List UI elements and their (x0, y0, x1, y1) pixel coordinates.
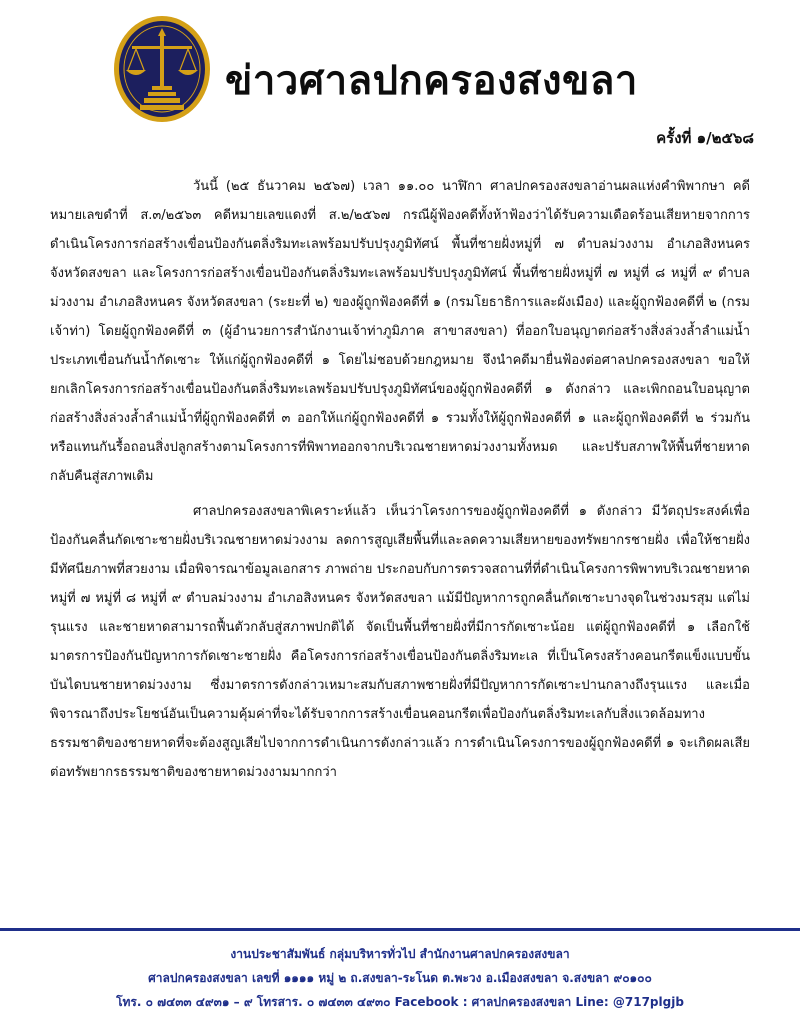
page-header (0, 0, 800, 150)
scales-of-justice-emblem-icon (112, 14, 212, 124)
page-footer (0, 942, 800, 1014)
paragraph-1: วันนี้ (๒๕ ธันวาคม ๒๕๖๗) เวลา ๑๑.๐๐ นาฬิกา ศาลปกครองสงขลาอ่านผลแห่งคำพิพากษา คดีหมายเลขดำที่ ส.๓/๒๕๖๓ คดีหมายเลขแดงที่ ส.๒/๒๕๖๗ กรณีผู้ฟ้องคดีทั้งห้าฟ้องว่าได้รับความเดือดร้อนเสียหายจากการดำเนินโครงการก่อสร้างเขื่อนป้องกันตลิ่งริมทะเลพร้อมปรับปรุงภูมิทัศน์ พื้นที่ชายฝั่งหมู่ที่ ๗ ตำบลม่วงงาม อำเภอสิงหนคร จังหวัดสงขลา และโครงการก่อสร้างเขื่อนป้องกันตลิ่งริมทะเลพร้อมปรับปรุงภูมิทัศน์ พื้นที่ชายฝั่งหมู่ที่ ๗ หมู่ที่ ๘ หมู่ที่ ๙ ตำบลม่วงงาม อำเภอสิงหนคร จังหวัดสงขลา (ระยะที่ ๒) ของผู้ถูกฟ้องคดีที่ ๑ (กรมโยธาธิการและผังเมือง) และผู้ถูกฟ้องคดีที่ ๒ (กรมเจ้าท่า) โดยผู้ถูกฟ้องคดีที่ ๓ (ผู้อำนวยการสำนักงานเจ้าท่าภูมิภาค สาขาสงขลา) ที่ออกใบอนุญาตก่อสร้างสิ่งล่วงล้ำลำแม่น้ำ ประเภทเขื่อนกันน้ำกัดเซาะ ให้แก่ผู้ถูกฟ้องคดีที่ ๑ โดยไม่ชอบด้วยกฎหมาย จึงนำคดีมายื่นฟ้องต่อศาลปกครองสงขลา ขอให้ยกเลิกโครงการก่อสร้างเขื่อนป้องกันตลิ่งริมทะเลพร้อมปรับปรุงภูมิทัศน์ของผู้ถูกฟ้องคดีที่ ๑ ดังกล่าว และเพิกถอนใบอนุญาตก่อสร้างสิ่งล่วงล้ำลำแม่น้ำที่ผู้ถูกฟ้องคดีที่ ๓ ออกให้แก่ผู้ถูกฟ้องคดีที่ ๑ รวมทั้งให้ผู้ถูกฟ้องคดีที่ ๑ และผู้ถูกฟ้องคดีที่ ๒ ร่วมกันหรือแทนกันรื้อถอนสิ่งปลูกสร้างตามโครงการที่พิพาทออกจากบริเวณชายหาดม่วงงามทั้งหมด และปรับสภาพให้พื้นที่ชายหาดกลับคืนสู่สภาพเดิม (50, 179, 750, 484)
footer-divider (0, 928, 800, 931)
page-title: ข่าวศาลปกครองสงขลา (225, 58, 638, 104)
news-body (50, 172, 750, 787)
footer-address: ศาลปกครองสงขลา เลขที่ ๑๑๑๑ หมู่ ๒ ถ.สงขลา-ระโนด ต.พะวง อ.เมืองสงขลา จ.สงขลา ๙๐๑๐๐ (148, 971, 652, 985)
issue-number: ครั้งที่ ๑/๒๕๖๘ (656, 129, 754, 147)
footer-contact: โทร. ๐ ๗๔๓๓ ๔๙๓๑ – ๙ โทรสาร. ๐ ๗๔๓๓ ๔๙๓๐ Facebook : ศาลปกครองสงขลา Line: @717plgjb (116, 995, 684, 1009)
footer-department: งานประชาสัมพันธ์ กลุ่มบริหารทั่วไป สำนักงานศาลปกครองสงขลา (230, 947, 570, 961)
paragraph-2: ศาลปกครองสงขลาพิเคราะห์แล้ว เห็นว่าโครงการของผู้ถูกฟ้องคดีที่ ๑ ดังกล่าว มีวัตถุประสงค์เพื่อป้องกันคลื่นกัดเซาะชายฝั่งบริเวณชายหาดม่วงงาม ลดการสูญเสียพื้นที่และลดความเสียหายของทรัพยากรชายฝั่ง เพื่อให้ชายฝั่งมีทัศนียภาพที่สวยงาม เมื่อพิจารณาข้อมูลเอกสาร ภาพถ่าย ประกอบกับการตรวจสถานที่ที่ดำเนินโครงการพิพาทบริเวณชายหาดหมู่ที่ ๗ หมู่ที่ ๘ หมู่ที่ ๙ ตำบลม่วงงาม อำเภอสิงหนคร จังหวัดสงขลา แม้มีปัญหาการถูกคลื่นกัดเซาะบางจุดในช่วงมรสุม แต่ไม่รุนแรง และชายหาดสามารถฟื้นตัวกลับสู่สภาพปกติได้ จัดเป็นพื้นที่ชายฝั่งที่มีการกัดเซาะน้อย แต่ผู้ถูกฟ้องคดีที่ ๑ เลือกใช้มาตรการป้องกันปัญหาการกัดเซาะชายฝั่ง คือโครงการก่อสร้างเขื่อนป้องกันตลิ่งริมทะเล ที่เป็นโครงสร้างคอนกรีตแข็งแบบขั้นบันไดบนชายหาดม่วงงาม ซึ่งมาตรการดังกล่าวเหมาะสมกับสภาพชายฝั่งที่มีปัญหาการกัดเซาะปานกลางถึงรุนแรง และเมื่อพิจารณาถึงประโยชน์อันเป็นความคุ้มค่าที่จะได้รับจากการสร้างเขื่อนคอนกรีตเพื่อป้องกันตลิ่งริมทะเลกับสิ่งแวดล้อมทางธรรมชาติของชายหาดที่จะต้องสูญเสียไปจากการดำเนินการดังกล่าวแล้ว การดำเนินโครงการของผู้ถูกฟ้องคดีที่ ๑ จะเกิดผลเสียต่อทรัพยากรธรรมชาติของชายหาดม่วงงามมากกว่า (50, 504, 750, 780)
